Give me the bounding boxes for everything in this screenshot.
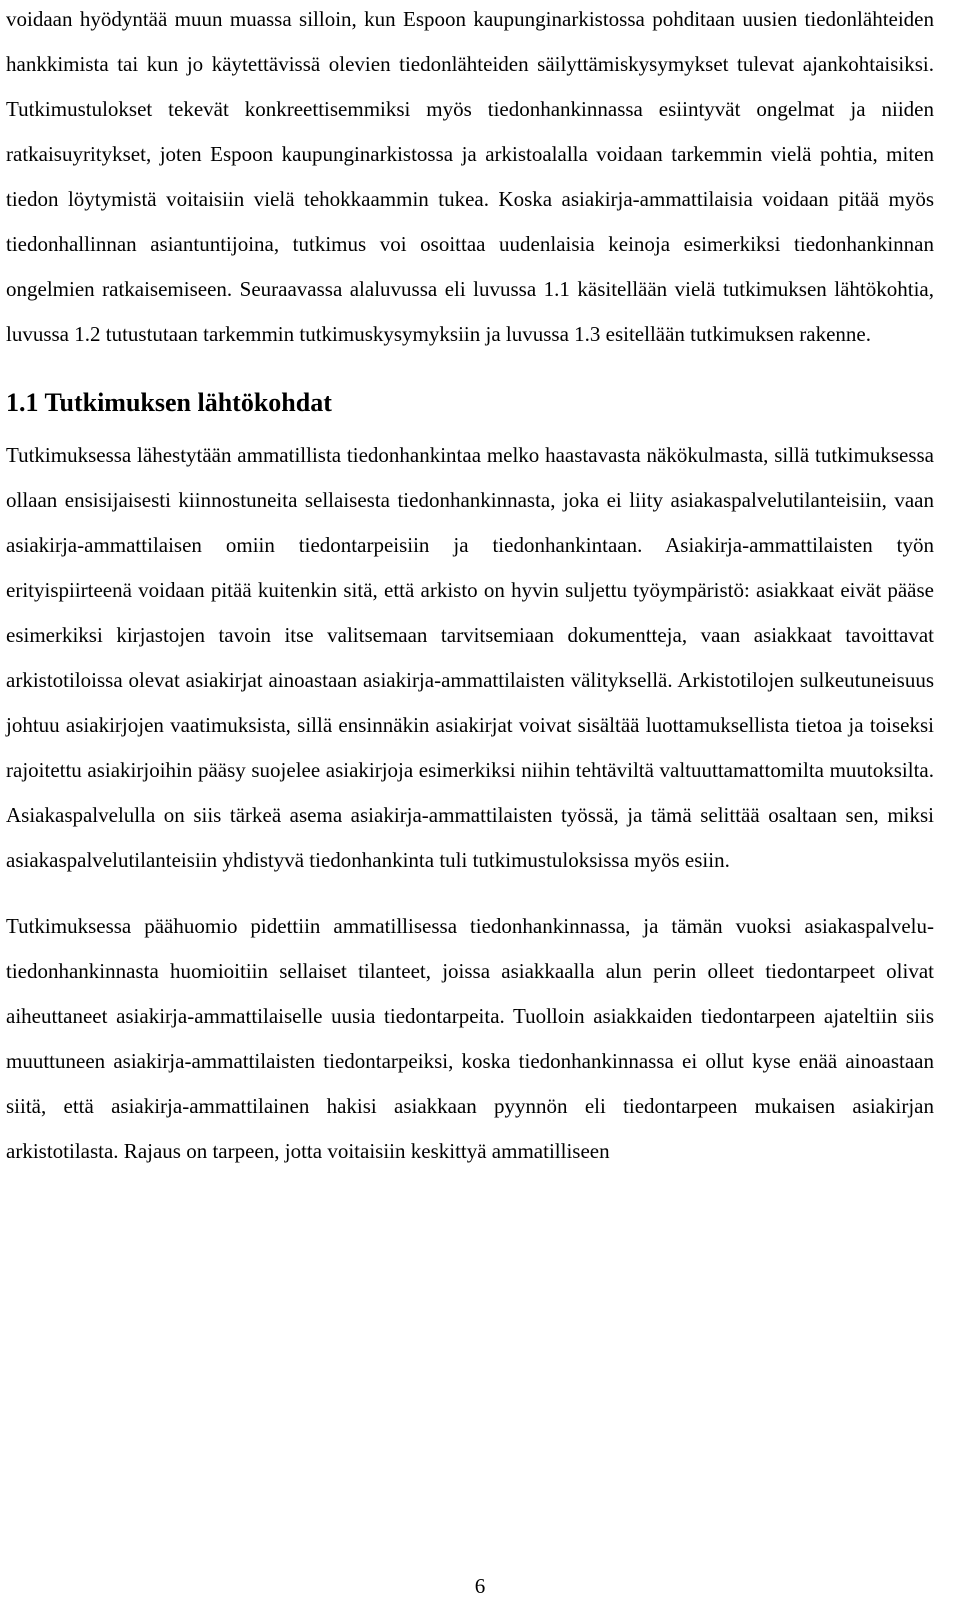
document-page (6, 0, 934, 1174)
section-heading: 1.1 Tutkimuksen lähtökohdat (6, 388, 332, 417)
section-paragraph: Tutkimuksessa lähestytään ammatillista tiedonhankintaa melko haastavasta näkökulmasta, sillä tutkimuksessa ollaan ensisijaisesti kiinnostuneita sellaisesta tiedonhankinnasta, joka ei liity asiakaspalvelutilanteisiin, vaan asiakirja-ammattilaisen omiin tiedontarpeisiin ja tiedonhankintaan. Asiakirja-ammattilaisten työn erityispiirteenä voidaan pitää kuitenkin sitä, että arkisto on hyvin suljettu työympäristö: asiakkaat eivät pääse esimerkiksi kirjastojen tavoin itse valitsemaan tarvitsemiaan dokumentteja, vaan asiakkaat tavoittavat arkistotiloissa olevat asiakirjat ainoastaan asiakirja-ammattilaisten välityksellä. Arkistotilojen sulkeutuneisuus johtuu asiakirjojen vaatimuksista, sillä ensinnäkin asiakirjat voivat sisältää luottamuksellista tietoa ja toiseksi rajoitettu asiakirjoihin pääsy suojelee asiakirjoja esimerkiksi niihin tehtäviltä valtuuttamattomilta muutoksilta. Asiakaspalvelulla on siis tärkeä asema asiakirja-ammattilaisten työssä, ja tämä selittää osaltaan sen, miksi asiakaspalvelutilanteisiin yhdistyvä tiedonhankinta tuli tutkimustuloksissa myös esiin. (6, 443, 934, 872)
closing-paragraph: Tutkimuksessa päähuomio pidettiin ammatillisessa tiedonhankinnassa, ja tämän vuoksi asiakaspalvelu-tiedonhankinnasta huomioitiin sellaiset tilanteet, joissa asiakkaalla alun perin olleet tiedontarpeet olivat aiheuttaneet asiakirja-ammattilaiselle uusia tiedontarpeita. Tuolloin asiakkaiden tiedontarpeen ajateltiin siis muuttuneen asiakirja-ammattilaisten tiedontarpeiksi, koska tiedonhankinnassa ei ollut kyse enää ainoastaan siitä, että asiakirja-ammattilainen hakisi asiakkaan pyynnön eli tiedontarpeen mukaisen asiakirjan arkistotilasta. Rajaus on tarpeen, jotta voitaisiin keskittyä ammatilliseen (6, 914, 934, 1163)
page-number: 6 (474, 1574, 486, 1598)
intro-paragraph: voidaan hyödyntää muun muassa silloin, kun Espoon kaupunginarkistossa pohditaan uusien tiedonlähteiden hankkimista tai kun jo käytettävissä olevien tiedonlähteiden säilyttämiskysymykset tulevat ajankohtaisiksi. Tutkimustulokset tekevät konkreettisemmiksi myös tiedonhankinnassa esiintyvät ongelmat ja niiden ratkaisuyritykset, joten Espoon kaupunginarkistossa ja arkistoalalla voidaan tarkemmin vielä pohtia, miten tiedon löytymistä voitaisiin vielä tehokkaammin tukea. Koska asiakirja-ammattilaisia voidaan pitää myös tiedonhallinnan asiantuntijoina, tutkimus voi osoittaa uudenlaisia keinoja esimerkiksi tiedonhankinnan ongelmien ratkaisemiseen. Seuraavassa alaluvussa eli luvussa 1.1 käsitellään vielä tutkimuksen lähtökohtia, luvussa 1.2 tutustutaan tarkemmin tutkimuskysymyksiin ja luvussa 1.3 esitellään tutkimuksen rakenne. (6, 7, 934, 346)
